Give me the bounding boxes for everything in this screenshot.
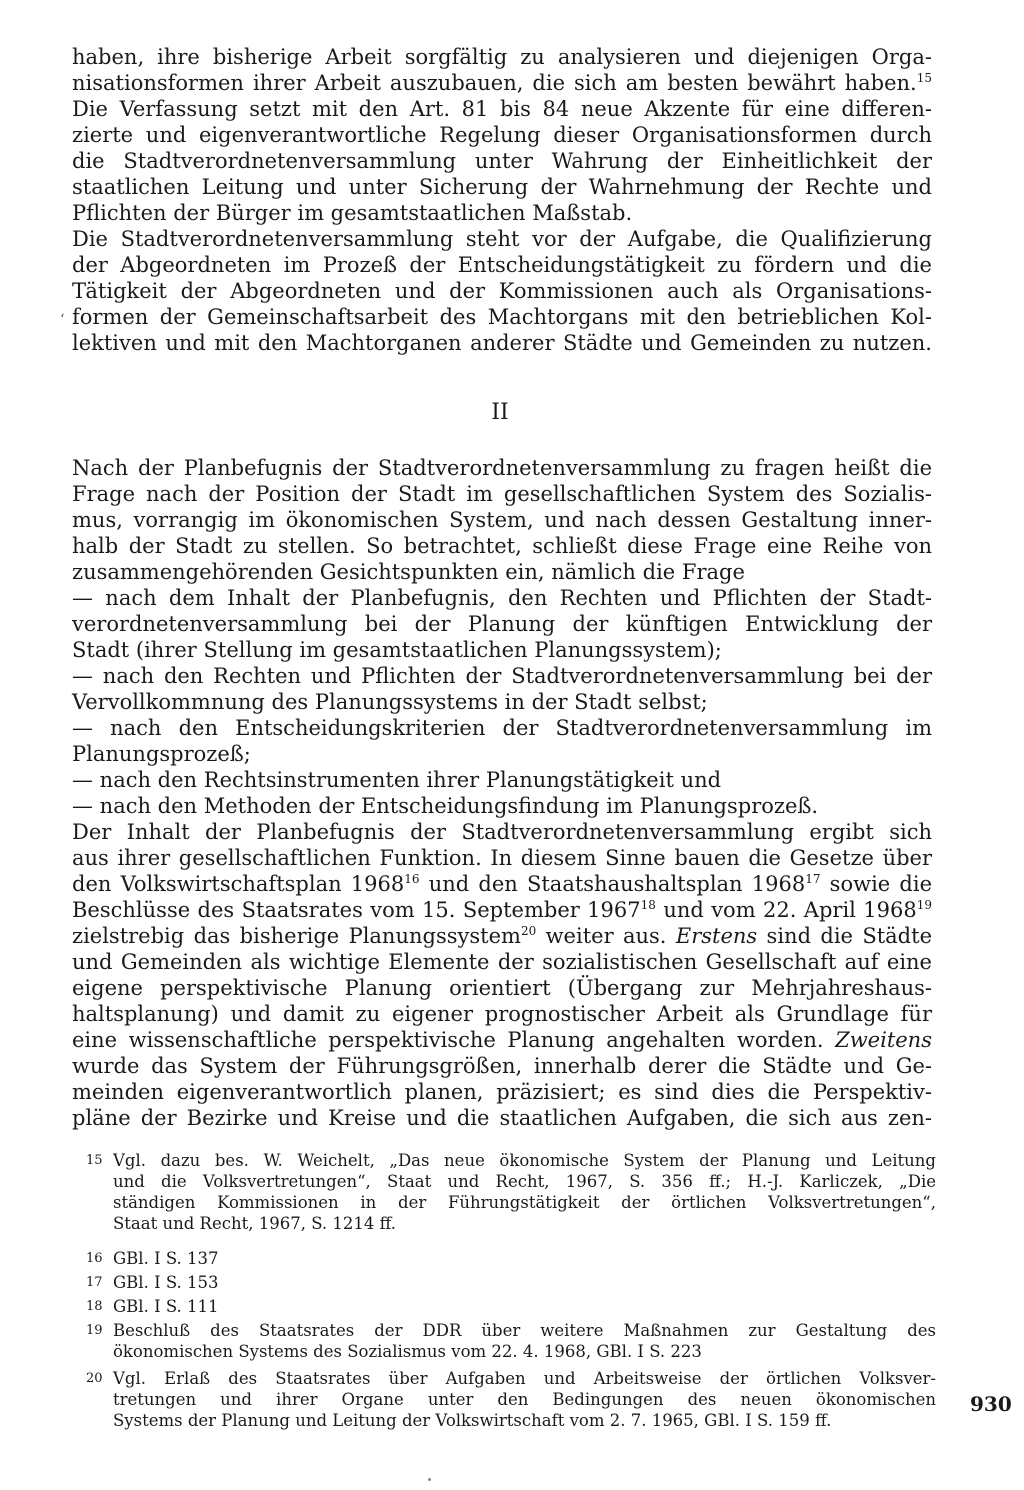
footnote-number: 19: [86, 1323, 103, 1338]
text-line: wurde das System der Führungsgrößen, innerhalb derer die Städte und Ge-: [72, 1054, 932, 1078]
footnote-number: 18: [86, 1299, 103, 1314]
text-line: verordnetenversammlung bei der Planung der künftigen Entwicklung der: [72, 612, 932, 636]
footnote-line: Systems der Planung und Leitung der Volkswirtschaft vom 2. 7. 1965, GBl. I S. 159 ff.: [113, 1411, 832, 1430]
text-line: den Volkswirtschaftsplan 1968$^{16}$ und den Staatshaushaltsplan 1968$^{17}$ sowie die: [72, 872, 932, 896]
text-line: — nach den Rechten und Pflichten der Stadtverordnetenversammlung bei der: [72, 664, 932, 688]
footnote-number: 15: [86, 1153, 103, 1168]
text-line: der Abgeordneten im Prozeß der Entscheidungstätigkeit zu fördern und die: [72, 253, 932, 277]
footnote-line: GBl. I S. 153: [113, 1273, 219, 1292]
text-line: Nach der Planbefugnis der Stadtverordnetenversammlung zu fragen heißt die: [72, 456, 932, 480]
text-line: die Stadtverordnetenversammlung unter Wahrung der Einheitlichkeit der: [72, 149, 932, 173]
footnote-line: und die Volksvertretungen“, Staat und Recht, 1967, S. 356 ff.; H.-J. Karliczek, „Die: [113, 1172, 936, 1191]
text-line: eigene perspektivische Planung orientiert (Übergang zur Mehrjahreshaus-: [72, 976, 932, 1000]
text-line: Beschlüsse des Staatsrates vom 15. September 1967$^{18}$ und vom 22. April 1968$^{19}$: [72, 898, 932, 922]
footnote-line: GBl. I S. 111: [113, 1297, 219, 1316]
footnote-line: Vgl. Erlaß des Staatsrates über Aufgaben und Arbeitsweise der örtlichen Volksver-: [113, 1369, 936, 1388]
footnote-ref: 17: [805, 872, 821, 886]
text-line: nisationsformen ihrer Arbeit auszubauen, die sich am besten bewährt haben.$^{15}$: [72, 71, 932, 95]
footnote-ref: 15: [916, 71, 932, 85]
footnote-line: ökonomischen Systems des Sozialismus vom 22. 4. 1968, GBl. I S. 223: [113, 1342, 702, 1361]
text-line: Tätigkeit der Abgeordneten und der Kommissionen auch als Organisations-: [72, 279, 932, 303]
footnote-number: 20: [86, 1371, 103, 1386]
text-line: Vervollkommnung des Planungssystems in der Stadt selbst;: [72, 690, 708, 714]
text-line: Planungsprozeß;: [72, 742, 251, 766]
text-line: aus ihrer gesellschaftlichen Funktion. In diesem Sinne bauen die Gesetze über: [72, 846, 932, 870]
text-line: staatlichen Leitung und unter Sicherung der Wahrnehmung der Rechte und: [72, 175, 932, 199]
text-line: Frage nach der Position der Stadt im gesellschaftlichen System des Sozialis-: [72, 482, 932, 506]
text-line: lektiven und mit den Machtorganen anderer Städte und Gemeinden zu nutzen.: [72, 331, 932, 355]
text-line: zierte und eigenverantwortliche Regelung dieser Organisationsformen durch: [72, 123, 932, 147]
text-line: — nach dem Inhalt der Planbefugnis, den Rechten und Pflichten der Stadt-: [72, 586, 932, 610]
text-line: haltsplanung) und damit zu eigener prognostischer Arbeit als Grundlage für: [72, 1002, 932, 1026]
footnote-ref: 19: [916, 898, 932, 912]
page-number: 930: [970, 1392, 1012, 1416]
footnote-line: GBl. I S. 137: [113, 1249, 219, 1268]
text-line: haben, ihre bisherige Arbeit sorgfältig zu analysieren und diejenigen Orga-: [72, 45, 932, 69]
text-line: halb der Stadt zu stellen. So betrachtet, schließt diese Frage eine Reihe von: [72, 534, 932, 558]
text-line: zusammengehörenden Gesichtspunkten ein, nämlich die Frage: [72, 560, 745, 584]
footnote-line: Beschluß des Staatsrates der DDR über weitere Maßnahmen zur Gestaltung des: [113, 1321, 936, 1340]
footnote-line: Vgl. dazu bes. W. Weichelt, „Das neue ökonomische System der Planung und Leitung: [113, 1151, 936, 1170]
text-line: pläne der Bezirke und Kreise und die staatlichen Aufgaben, die sich aus zen-: [72, 1106, 932, 1130]
text-line: meinden eigenverantwortlich planen, präzisiert; es sind dies die Perspektiv-: [72, 1080, 932, 1104]
footnote-line: Staat und Recht, 1967, S. 1214 ff.: [113, 1214, 397, 1233]
text-line: — nach den Rechtsinstrumenten ihrer Planungstätigkeit und: [72, 768, 722, 792]
text-line: Der Inhalt der Planbefugnis der Stadtverordnetenversammlung ergibt sich: [72, 820, 932, 844]
footnote-ref: 18: [640, 898, 656, 912]
footnote-ref: 16: [404, 872, 420, 886]
scan-speck: [428, 1478, 431, 1481]
text-line: eine wissenschaftliche perspektivische Planung angehalten worden. Zweitens: [72, 1028, 932, 1052]
emphasis: Erstens: [675, 924, 758, 948]
text-line: — nach den Methoden der Entscheidungsfindung im Planungsprozeß.: [72, 794, 819, 818]
text-line: Die Verfassung setzt mit den Art. 81 bis 84 neue Akzente für eine differen-: [72, 97, 932, 121]
text-line: zielstrebig das bisherige Planungssystem$^{20}$ weiter aus. Erstens sind die Städte: [72, 924, 932, 948]
text-line: und Gemeinden als wichtige Elemente der sozialistischen Gesellschaft auf eine: [72, 950, 932, 974]
emphasis: Zweitens: [835, 1028, 932, 1052]
footnote-number: 16: [86, 1251, 103, 1266]
footnote-line: ständigen Kommissionen in der Führungstätigkeit der örtlichen Volksvertretungen“,: [113, 1193, 936, 1212]
footnote-line: tretungen und ihrer Organe unter den Bedingungen des neuen ökonomischen: [113, 1390, 936, 1409]
footnote-ref: 20: [520, 924, 537, 938]
text-line: Pflichten der Bürger im gesamtstaatlichen Maßstab.: [72, 201, 633, 225]
stray-mark: ʻ: [60, 312, 65, 328]
section-heading: II: [491, 400, 509, 425]
text-line: — nach den Entscheidungskriterien der Stadtverordnetenversammlung im: [72, 716, 932, 740]
text-line: formen der Gemeinschaftsarbeit des Machtorgans mit den betrieblichen Kol-: [72, 305, 932, 329]
text-line: mus, vorrangig im ökonomischen System, und nach dessen Gestaltung inner-: [72, 508, 932, 532]
text-line: Die Stadtverordnetenversammlung steht vor der Aufgabe, die Qualifizierung: [72, 227, 932, 251]
footnote-number: 17: [86, 1275, 103, 1290]
text-line: Stadt (ihrer Stellung im gesamtstaatlichen Planungssystem);: [72, 638, 722, 662]
